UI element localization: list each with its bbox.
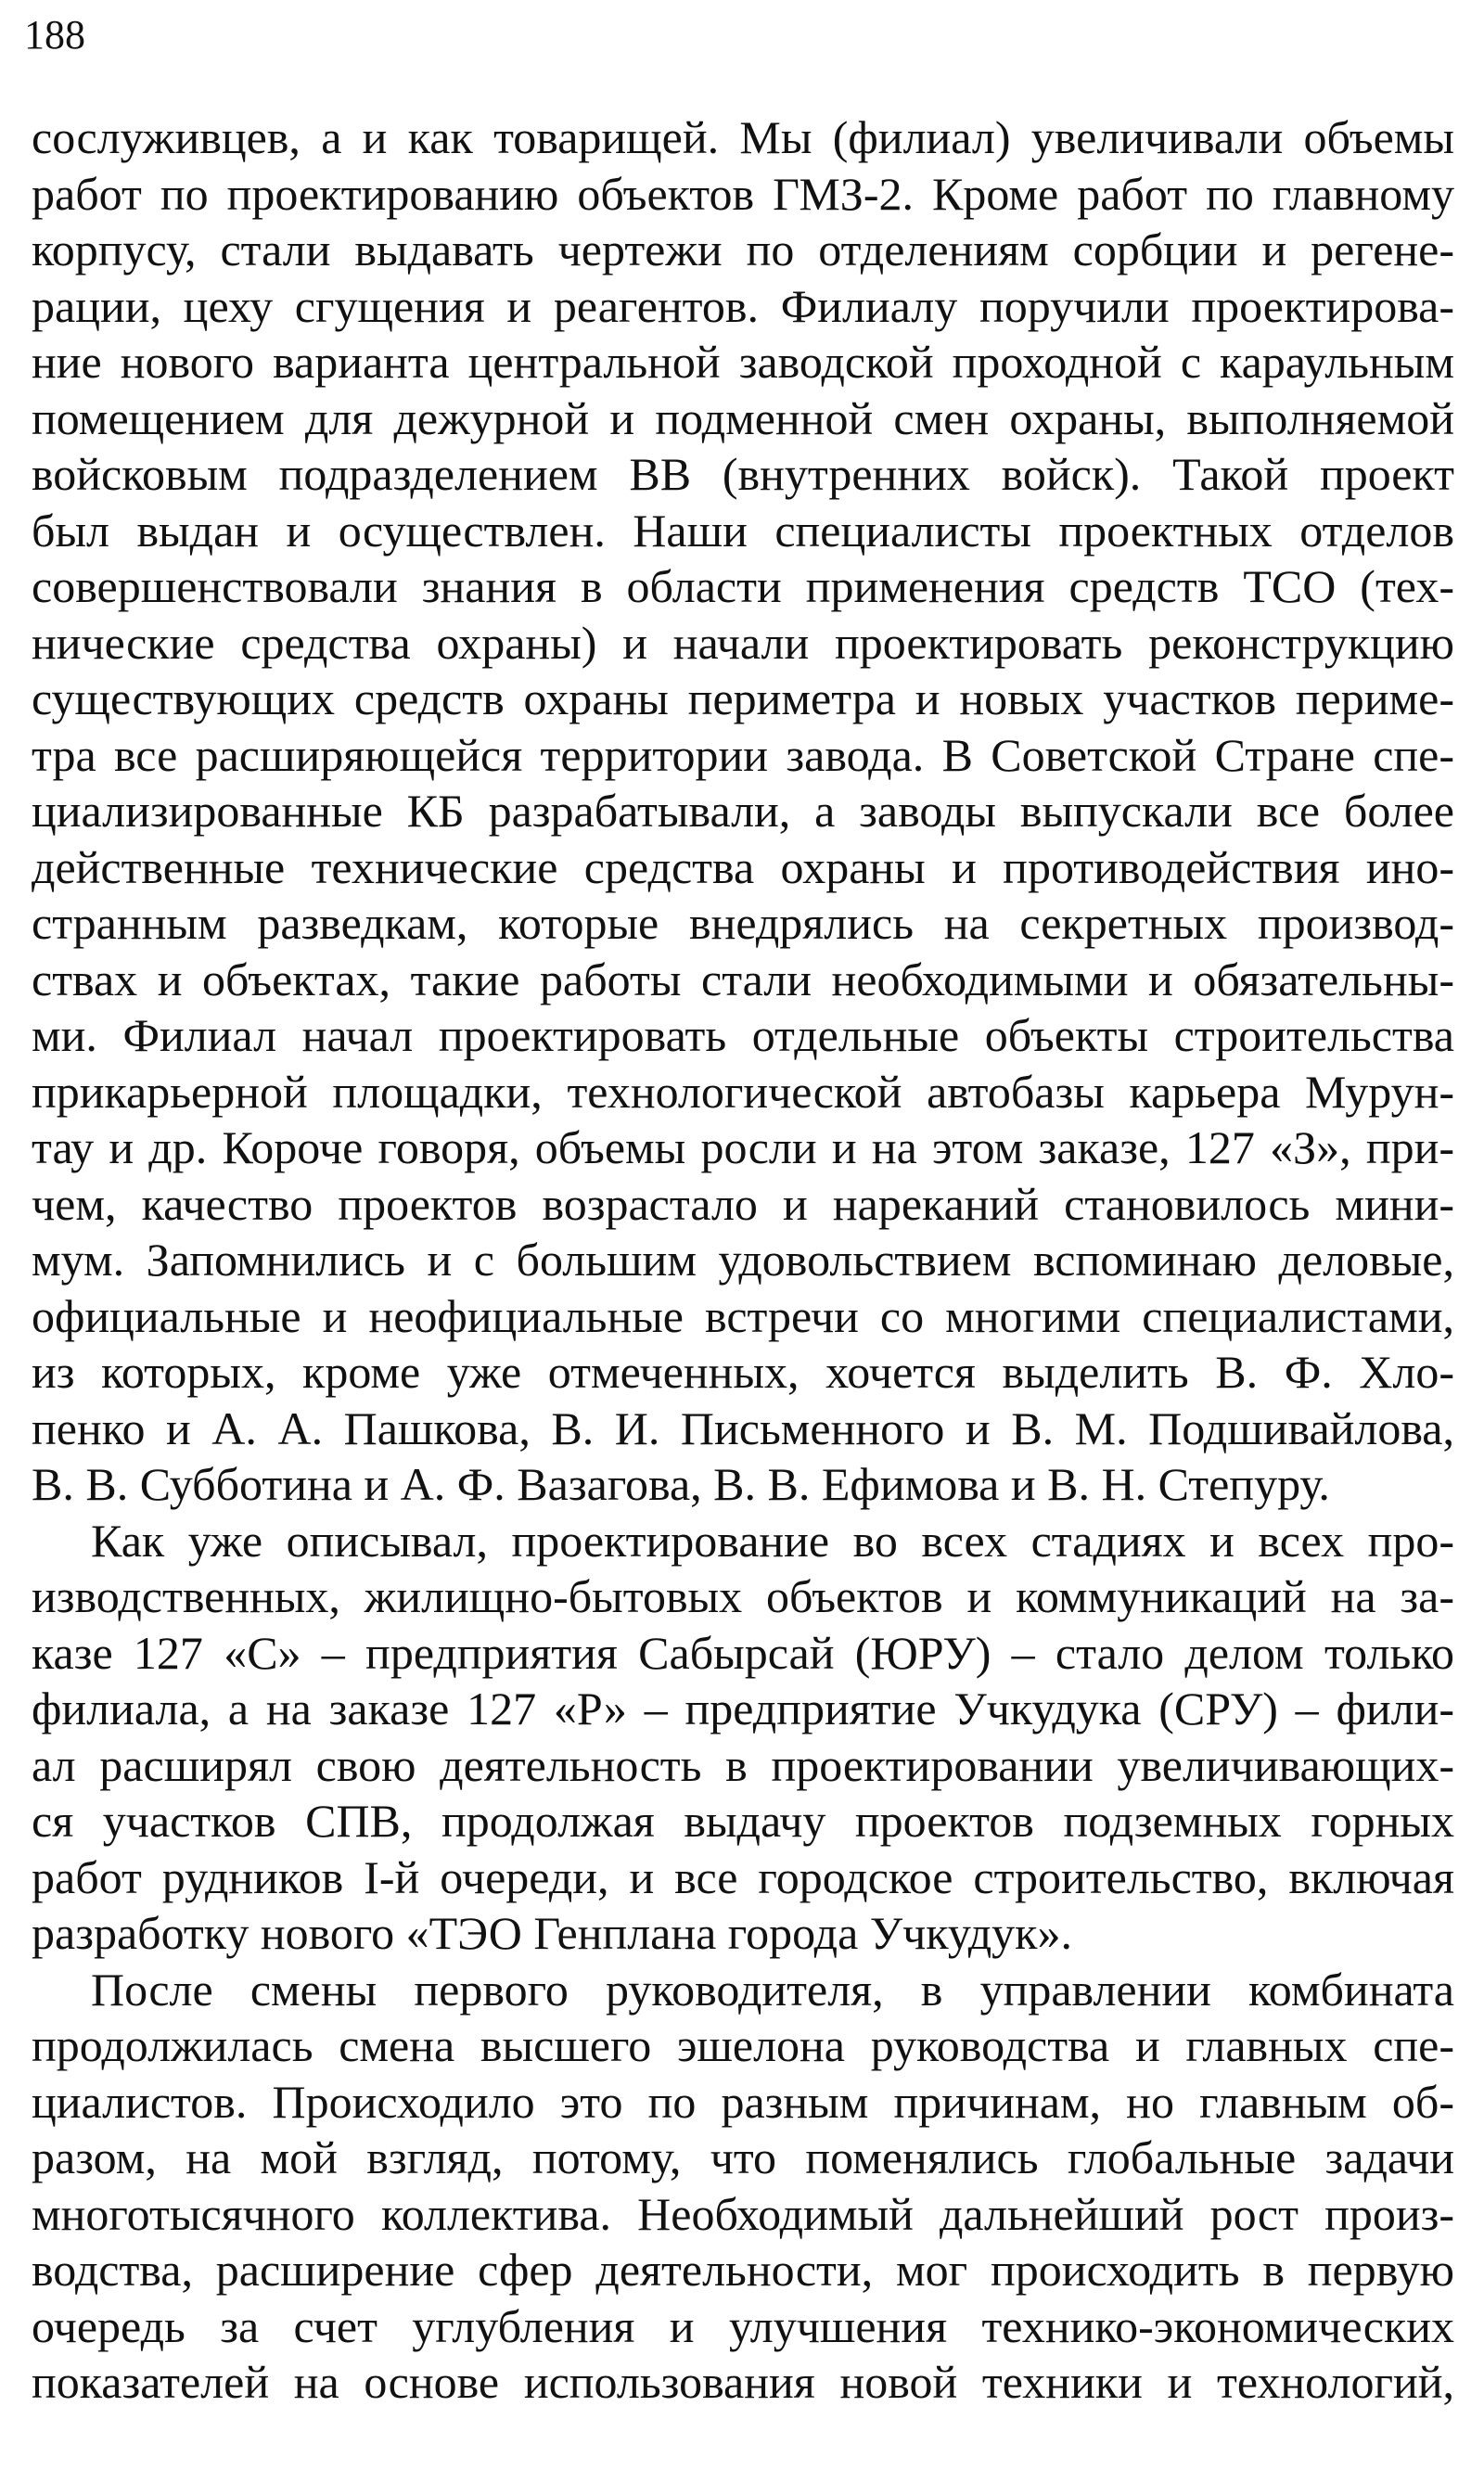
text-line: из которых, кроме уже отмеченных, хочется выделить В. Ф. Хло- bbox=[32, 1346, 1454, 1398]
text-line: продолжилась смена высшего эшелона руководства и главных спе- bbox=[32, 2019, 1454, 2071]
text-line: тра все расширяющейся территории завода. В Советской Стране спе- bbox=[32, 728, 1454, 781]
text-line: ся участков СПВ, продолжая выдачу проектов подземных горных bbox=[32, 1795, 1454, 1847]
text-line: ние нового варианта центральной заводской проходной с караульным bbox=[32, 336, 1454, 388]
text-line: странным разведкам, которые внедрялись на секретных производ- bbox=[32, 897, 1454, 949]
text-line: филиала, а на заказе 127 «Р» – предприятие Учкудука (СРУ) – фили- bbox=[32, 1683, 1454, 1734]
text-line: пенко и А. А. Пашкова, В. И. Письменного и В. М. Подшивайлова, bbox=[32, 1401, 1454, 1454]
text-line: мум. Запомнились и с большим удовольствием вспоминаю деловые, bbox=[32, 1234, 1454, 1286]
page-number: 188 bbox=[24, 12, 85, 58]
text-line: разом, на мой взгляд, потому, что поменялись глобальные задачи bbox=[32, 2131, 1454, 2183]
paragraph bbox=[32, 1962, 1454, 2411]
text-line: циалистов. Происходило это по разным причинам, но главным об- bbox=[32, 2075, 1454, 2128]
text-line: помещением для дежурной и подменной смен охраны, выполняемой bbox=[32, 391, 1454, 444]
paragraph bbox=[32, 1513, 1454, 1962]
text-line: работ рудников I-й очереди, и все городское строительство, включая bbox=[32, 1850, 1454, 1903]
text-line: нические средства охраны) и начали проектировать реконструкцию bbox=[32, 616, 1454, 669]
text-line: казе 127 «С» – предприятия Сабырсай (ЮРУ) – стало делом только bbox=[32, 1626, 1454, 1679]
text-line: тау и др. Короче говоря, объемы росли и на этом заказе, 127 «З», при- bbox=[32, 1121, 1454, 1173]
text-line: многотысячного коллектива. Необходимый дальнейший рост произ- bbox=[32, 2187, 1454, 2240]
text-line: чем, качество проектов возрастало и нареканий становилось мини- bbox=[32, 1177, 1454, 1230]
text-line: войсковым подразделением ВВ (внутренних войск). Такой проект bbox=[32, 448, 1454, 500]
text-line: совершенствовали знания в области применения средств ТСО (тех- bbox=[32, 560, 1454, 612]
text-line: циализированные КБ разрабатывали, а заводы выпускали все более bbox=[32, 785, 1454, 837]
text-line: разработку нового «ТЭО Генплана города Учкудук». bbox=[32, 1907, 1072, 1959]
text-line: ми. Филиал начал проектировать отдельные объекты строительства bbox=[32, 1009, 1454, 1061]
text-line: рации, цеху сгущения и реагентов. Филиалу поручили проектирова- bbox=[32, 279, 1454, 332]
text-line: Как уже описывал, проектирование во всех стадиях и всех про- bbox=[91, 1514, 1454, 1567]
text-line: ал расширял свою деятельность в проектировании увеличивающих- bbox=[32, 1738, 1454, 1791]
text-line: официальные и неофициальные встречи со многими специалистами, bbox=[32, 1289, 1454, 1342]
text-line: ствах и объектах, такие работы стали необходимыми и обязательны- bbox=[32, 953, 1454, 1005]
text-line: существующих средств охраны периметра и новых участков периме- bbox=[32, 672, 1454, 724]
text-line: был выдан и осуществлен. Наши специалисты проектных отделов bbox=[32, 504, 1454, 557]
paragraph bbox=[32, 109, 1454, 1513]
text-line: изводственных, жилищно-бытовых объектов и коммуникаций на за- bbox=[32, 1570, 1454, 1622]
text-line: прикарьерной площадки, технологической автобазы карьера Мурун- bbox=[32, 1065, 1454, 1118]
text-line: работ по проектированию объектов ГМЗ-2. Кроме работ по главному bbox=[32, 167, 1454, 220]
text-line: сослуживцев, а и как товарищей. Мы (филиал) увеличивали объемы bbox=[32, 111, 1454, 163]
text-line: В. В. Субботина и А. Ф. Вазагова, В. В. Ефимова и В. Н. Степуру. bbox=[32, 1458, 1330, 1510]
text-line: После смены первого руководителя, в управлении комбината bbox=[91, 1963, 1454, 2016]
text-line: показателей на основе использования новой техники и технологий, bbox=[32, 2356, 1454, 2408]
text-line: корпусу, стали выдавать чертежи по отделениям сорбции и регене- bbox=[32, 224, 1454, 275]
body-text bbox=[32, 109, 1454, 2411]
text-line: водства, расширение сфер деятельности, мог происходить в первую bbox=[32, 2244, 1454, 2296]
text-line: действенные технические средства охраны и противодействия ино- bbox=[32, 840, 1454, 893]
text-line: очередь за счет углубления и улучшения технико-экономических bbox=[32, 2299, 1454, 2352]
